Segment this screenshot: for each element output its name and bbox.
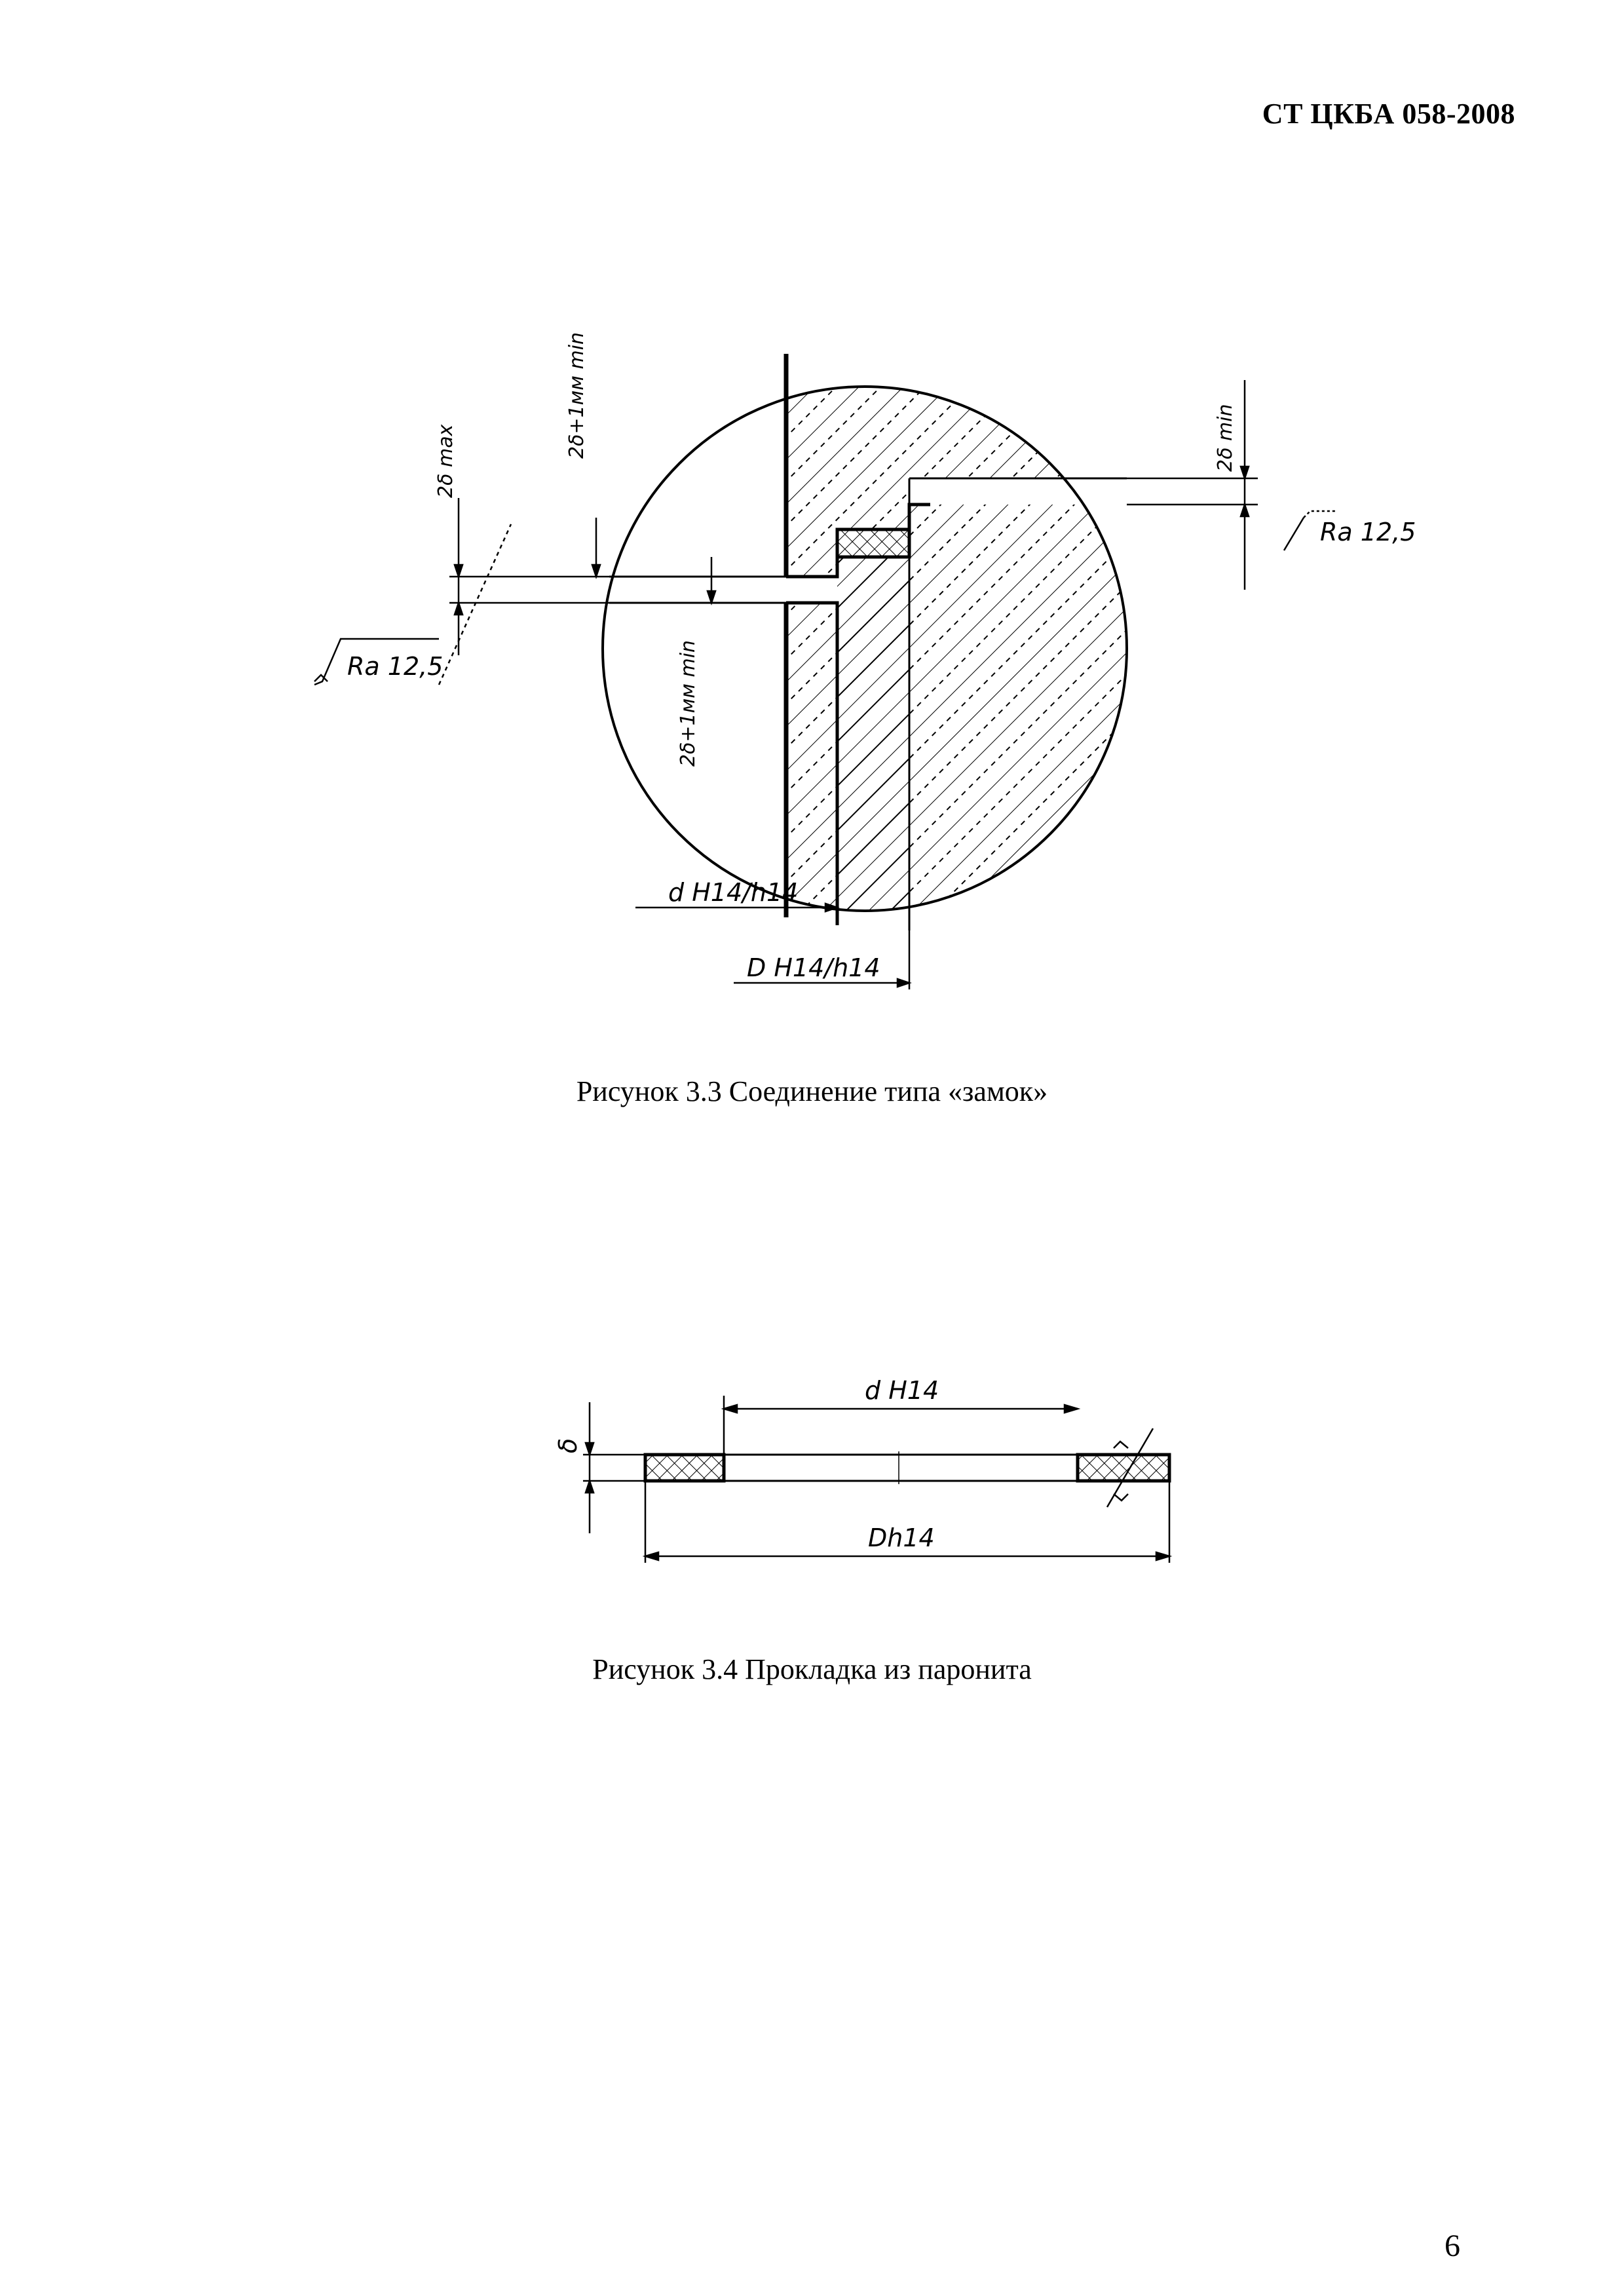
label-gap-right-min: 2δ min <box>1214 404 1237 472</box>
figure-3-4-drawing <box>0 1337 1624 1612</box>
label-thickness: δ <box>554 1438 582 1453</box>
section-hatching <box>786 367 1153 930</box>
figure-3-4-caption: Рисунок 3.4 Прокладка из паронита <box>592 1653 1032 1685</box>
figure-3-3-caption: Рисунок 3.3 Соединение типа «замок» <box>576 1075 1048 1107</box>
label-gap-max: 2δ max <box>434 424 457 498</box>
label-inner-diameter: d H14 <box>865 1376 939 1405</box>
label-gap-lower-min: 2δ+1мм min <box>677 640 700 767</box>
gasket-section <box>645 1451 1169 1484</box>
page-number: 6 <box>1445 2229 1460 2263</box>
label-roughness-left: Ra 12,5 <box>347 652 444 681</box>
label-dim-d: d H14/h14 <box>668 878 799 907</box>
document-code: СТ ЦКБА 058-2008 <box>1262 98 1515 130</box>
figure-3-3-drawing <box>0 0 1624 1022</box>
label-gap-upper-min: 2δ+1мм min <box>565 332 588 459</box>
label-roughness-right: Ra 12,5 <box>1320 518 1416 546</box>
label-outer-diameter: Dh14 <box>868 1523 935 1552</box>
label-dim-D: D H14/h14 <box>747 953 880 982</box>
